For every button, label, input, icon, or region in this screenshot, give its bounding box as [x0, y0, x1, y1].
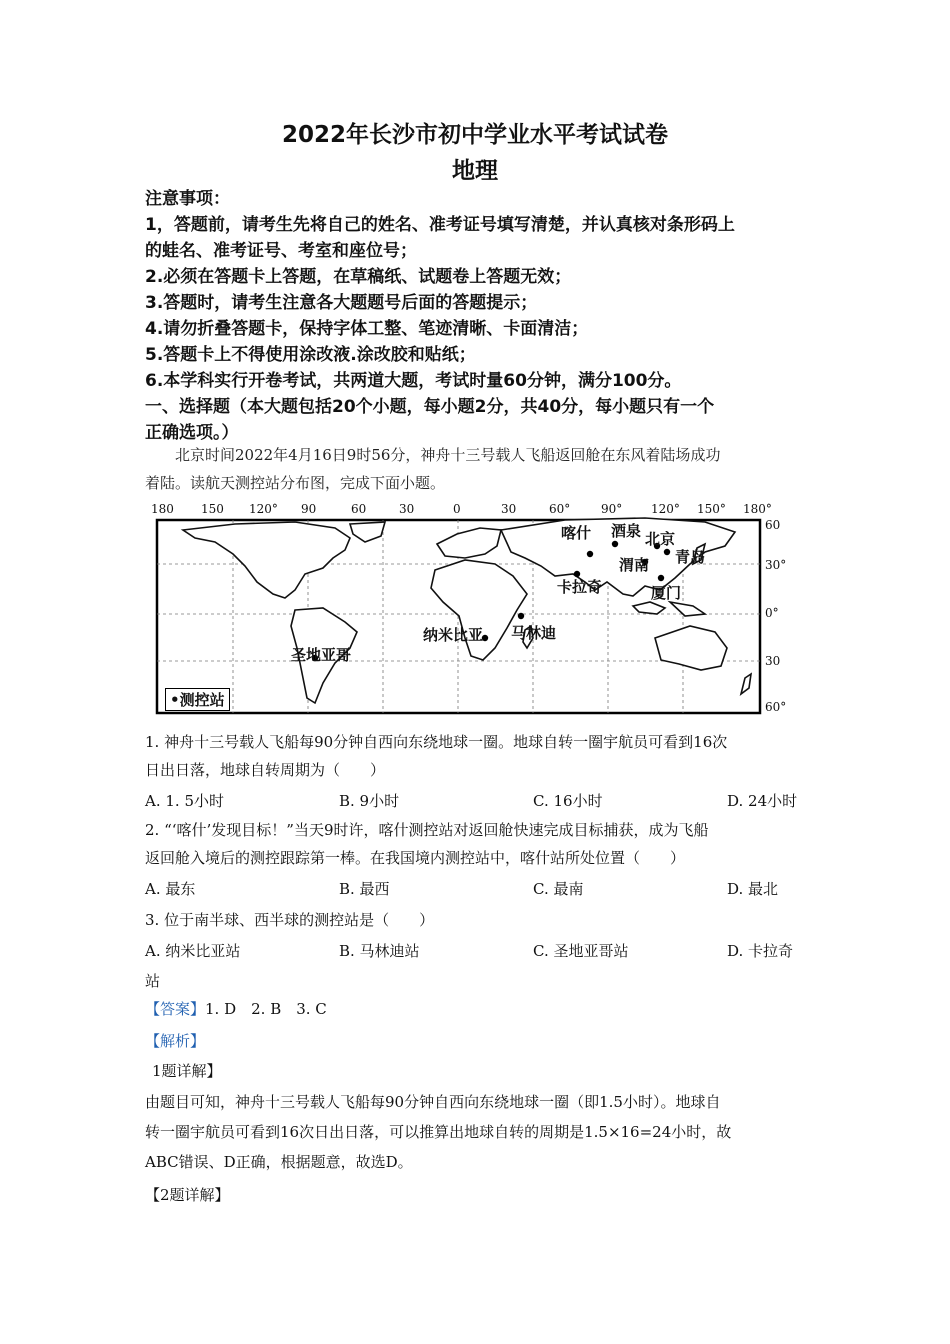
subject-title: 地理: [452, 158, 498, 184]
station-label-kashi: 喀什: [561, 524, 592, 542]
lon-label: 120°: [651, 502, 680, 516]
q1-option-c: C. 16小时: [533, 792, 603, 810]
station-label-qingdao: 青岛: [675, 548, 706, 566]
notice-line-6: 6.本学科实行开卷考试，共两道大题，考试时量60分钟，满分100分。: [145, 371, 682, 391]
lon-label: 30: [501, 502, 517, 516]
station-label-namibia: 纳米比亚: [423, 626, 484, 644]
notice-line-1b: 的蛙名、准考证号、考室和座位号；: [145, 241, 417, 261]
q1-text-a: 1. 神舟十三号载人飞船每90分钟自西向东绕地球一圈。地球自转一圈宇航员可看到16次: [145, 733, 728, 751]
lat-label: 60: [765, 518, 781, 532]
notice-heading: 注意事项：: [145, 189, 230, 209]
lat-label: 60°: [765, 700, 787, 714]
lat-label: 30°: [765, 558, 787, 572]
q1-option-b: B. 9小时: [339, 792, 400, 810]
lat-label: 0°: [765, 606, 779, 620]
q1-option-d: D. 24小时: [727, 792, 798, 810]
station-dot-qingdao: [664, 549, 670, 555]
q2-text-b: 返回舱入境后的测控跟踪第一棒。在我国境内测控站中，喀什站所处位置（ ）: [145, 849, 686, 867]
lon-label: 60: [351, 502, 367, 516]
station-dot-jiuquan: [612, 541, 618, 547]
q1-text-b: 日出日落，地球自转周期为（ ）: [145, 761, 386, 779]
notice-line-3: 3.答题时，请考生注意各大题题号后面的答题提示；: [145, 293, 538, 313]
q3-option-c: C. 圣地亚哥站: [533, 942, 629, 960]
world-map-svg: [145, 498, 805, 720]
q3-option-a: A. 纳米比亚站: [145, 942, 241, 960]
answer-value: 1. D 2. B 3. C: [205, 1000, 327, 1018]
detail-1-line-3: ABC错误、D正确，根据题意，故选D。: [145, 1153, 413, 1171]
q2-option-b: B. 最西: [339, 880, 390, 898]
lat-label: 30: [765, 654, 781, 668]
lon-label: 30: [399, 502, 415, 516]
station-label-jiuquan: 酒泉: [611, 522, 642, 540]
section-heading-b: 正确选项。）: [145, 423, 239, 443]
q2-option-c: C. 最南: [533, 880, 584, 898]
lon-label: 120°: [249, 502, 278, 516]
q2-text-a: 2. “‘喀什’发现目标！”当天9时许，喀什测控站对返回舱快速完成目标捕获，成为飞船: [145, 821, 709, 839]
map-legend: •测控站: [165, 688, 230, 711]
lead-line-1: 北京时间2022年4月16日9时56分，神舟十三号载人飞船返回舱在东风着陆场成功: [175, 446, 721, 464]
lon-label: 150: [201, 502, 224, 516]
station-dot-kashi: [587, 551, 593, 557]
lon-label: 60°: [549, 502, 571, 516]
lon-label: 0: [453, 502, 461, 516]
answer-label: 【答案】: [145, 1000, 206, 1018]
lon-label: 90°: [601, 502, 623, 516]
q2-option-d: D. 最北: [727, 880, 779, 898]
page-title: 2022年长沙市初中学业水平考试试卷: [281, 122, 668, 148]
answer-line: [145, 998, 327, 1019]
lon-label: 180: [151, 502, 174, 516]
q3-option-b: B. 马林迪站: [339, 942, 420, 960]
notice-line-4: 4.请勿折叠答题卡，保持字体工整、笔迹清晰、卡面清洁；: [145, 319, 589, 339]
station-label-karachi: 卡拉奇: [557, 578, 603, 596]
notice-line-2: 2.必须在答题卡上答题，在草稿纸、试题卷上答题无效；: [145, 267, 572, 287]
station-label-malindi: 马林迪: [511, 624, 557, 642]
station-label-santiago: 圣地亚哥: [291, 646, 352, 664]
q3-text: 3. 位于南半球、西半球的测控站是（ ）: [145, 911, 435, 929]
station-label-beijing: 北京: [645, 530, 676, 548]
lon-label: 90: [301, 502, 317, 516]
notice-line-5: 5.答题卡上不得使用涂改液.涂改胶和贴纸；: [145, 345, 476, 365]
station-label-xiamen: 厦门: [651, 584, 682, 602]
q2-option-a: A. 最东: [145, 880, 196, 898]
lead-line-2: 着陆。读航天测控站分布图，完成下面小题。: [145, 474, 446, 492]
tracking-station-map: [145, 498, 805, 720]
station-label-weinan: 渭南: [619, 556, 650, 574]
station-dot-xiamen: [658, 575, 664, 581]
section-heading-a: 一、选择题（本大题包括20个小题，每小题2分，共40分，每小题只有一个: [145, 397, 715, 417]
analysis-label: 【解析】: [145, 1032, 206, 1050]
q3-option-d-wrap: 站: [145, 972, 161, 990]
lon-label: 180°: [743, 502, 772, 516]
detail-1-label: 1题详解】: [152, 1062, 222, 1080]
q3-option-d: D. 卡拉奇: [727, 942, 794, 960]
detail-2-label: 【2题详解】: [145, 1186, 230, 1204]
lon-label: 150°: [697, 502, 726, 516]
detail-1-line-2: 转一圈宇航员可看到16次日出日落，可以推算出地球自转的周期是1.5×16=24小时，故: [145, 1123, 732, 1141]
station-dot-malindi: [518, 613, 524, 619]
q1-option-a: A. 1. 5小时: [145, 792, 224, 810]
notice-line-1a: 1，答题前，请考生先将自己的姓名、准考证号填写清楚，并认真核对条形码上: [145, 215, 735, 235]
detail-1-line-1: 由题目可知，神舟十三号载人飞船每90分钟自西向东绕地球一圈（即1.5小时）。地球自: [145, 1093, 721, 1111]
